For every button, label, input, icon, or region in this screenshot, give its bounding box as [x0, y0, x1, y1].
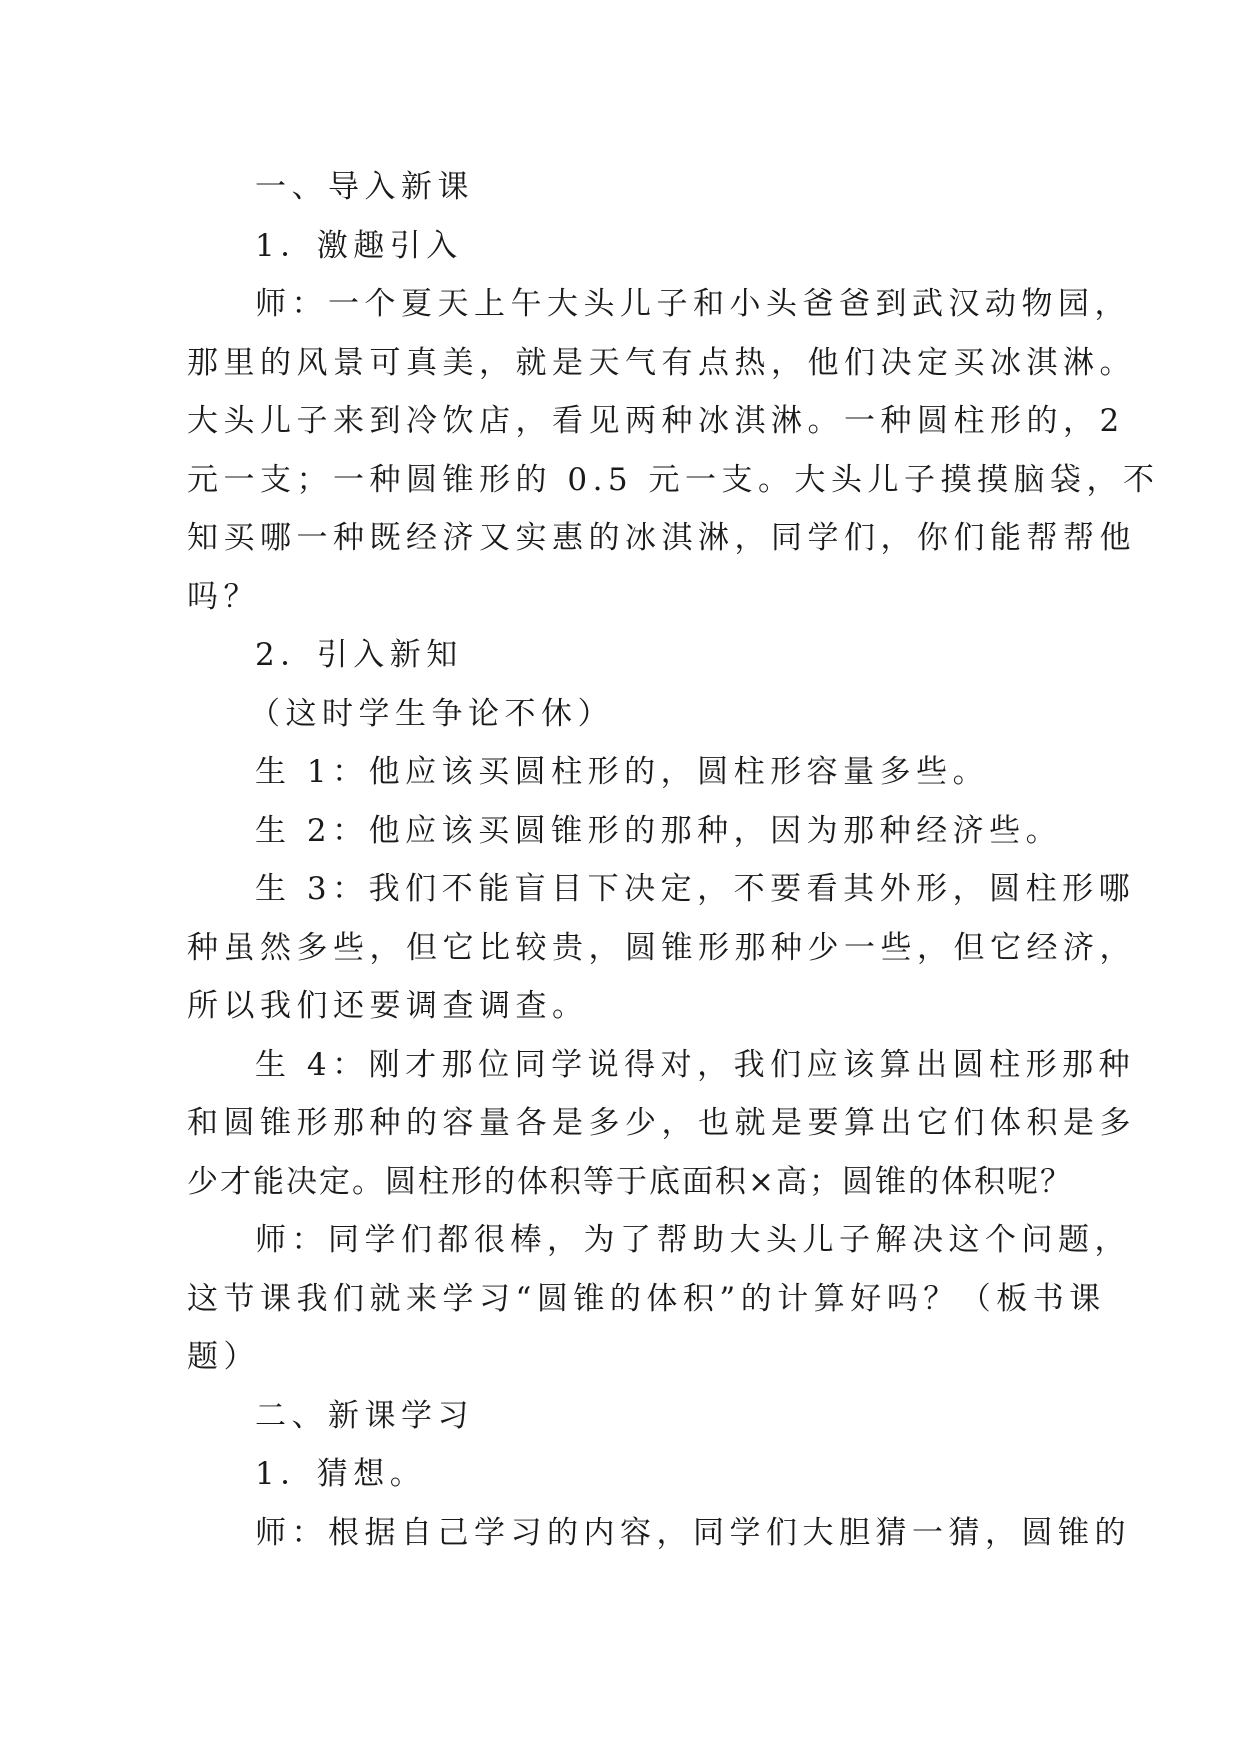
teacher-line: 师：根据自己学习的内容，同学们大胆猜一猜，圆锥的 [255, 1514, 1131, 1551]
paragraph-line: 这节课我们就来学习“圆锥的体积”的计算好吗？（板书课 [187, 1280, 1106, 1317]
student-4-line: 生 4：刚才那位同学说得对，我们应该算出圆柱形那种 [255, 1046, 1136, 1083]
paragraph-line: 元一支；一种圆锥形的 0.5 元一支。大头儿子摸摸脑袋，不 [187, 461, 1160, 498]
document-body [187, 158, 1160, 1562]
paragraph-line: 少才能决定。圆柱形的体积等于底面积×高；圆锥的体积呢？ [187, 1163, 1073, 1200]
student-3-line: 生 3：我们不能盲目下决定，不要看其外形，圆柱形哪 [255, 871, 1136, 907]
paragraph-line: 和圆锥形那种的容量各是多少，也就是要算出它们体积是多 [187, 1105, 1136, 1141]
student-2-line: 生 2：他应该买圆锥形的那种，因为那种经济些。 [255, 812, 1063, 849]
paragraph-line: 吗？ [187, 578, 260, 615]
paragraph-line: 知买哪一种既经济又实惠的冰淇淋，同学们，你们能帮帮他 [187, 520, 1136, 556]
paragraph-line: 师：一个夏天上午大头儿子和小头爸爸到武汉动物园， [255, 286, 1131, 322]
subheading-motivation: 1．激趣引入 [255, 227, 463, 264]
paragraph-line: 所以我们还要调查调查。 [187, 988, 589, 1024]
section-heading-intro: 一、导入新课 [255, 169, 474, 205]
teacher-line: 师：同学们都很棒，为了帮助大头儿子解决这个问题， [255, 1222, 1131, 1258]
paragraph-line: 那里的风景可真美，就是天气有点热，他们决定买冰淇淋。 [187, 344, 1136, 381]
subheading-new-knowledge: 2．引入新知 [255, 637, 463, 673]
paragraph-line: 题） [187, 1339, 260, 1375]
stage-direction: （这时学生争论不休） [249, 695, 614, 732]
subheading-guess: 1．猜想。 [255, 1456, 427, 1492]
student-1-line: 生 1：他应该买圆柱形的，圆柱形容量多些。 [255, 754, 990, 790]
section-heading-new-lesson: 二、新课学习 [255, 1397, 474, 1434]
paragraph-line: 种虽然多些，但它比较贵，圆锥形那种少一些，但它经济， [187, 929, 1136, 966]
paragraph-line: 大头儿子来到冷饮店，看见两种冰淇淋。一种圆柱形的，2 [187, 403, 1125, 439]
